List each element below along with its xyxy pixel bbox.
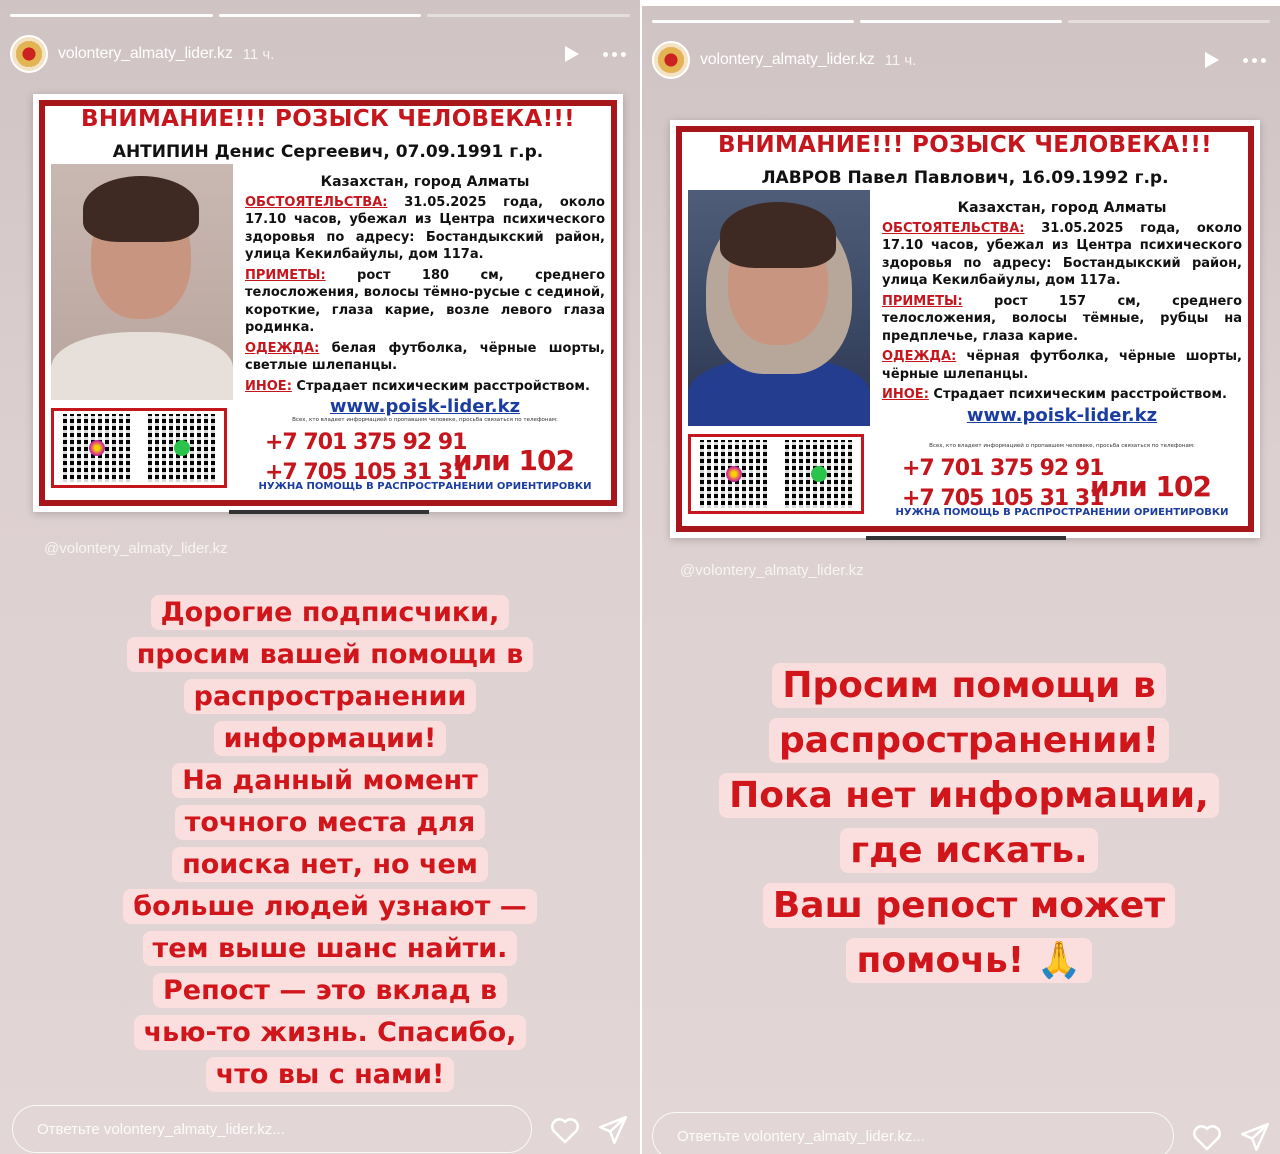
poster-need-help: НУЖНА ПОМОЩЬ В РАСПРОСТРАНЕНИИ ОРИЕНТИРОВКИ bbox=[258, 481, 592, 492]
play-icon[interactable] bbox=[565, 46, 579, 62]
phone-2: +7 705 105 31 31 bbox=[265, 460, 467, 485]
qr-codes bbox=[688, 434, 864, 514]
signs-label: ПРИМЕТЫ: bbox=[245, 267, 326, 283]
message-line: распространении! bbox=[769, 718, 1169, 763]
avatar[interactable] bbox=[652, 41, 690, 79]
message-line: информации! bbox=[214, 721, 447, 756]
progress-segment bbox=[427, 14, 630, 17]
other-label: ИНОЕ: bbox=[245, 378, 292, 394]
emergency-number: или 102 bbox=[1090, 470, 1211, 503]
poster-phones bbox=[265, 428, 466, 488]
story-progress bbox=[652, 20, 1270, 23]
story-right bbox=[642, 6, 1280, 1154]
phone-2: +7 705 105 31 31 bbox=[902, 486, 1104, 511]
other-text: Страдает психическим расстройством. bbox=[296, 378, 590, 394]
message-line: просим вашей помощи в bbox=[127, 637, 534, 672]
story-handle-watermark: @volontery_almaty_lider.kz bbox=[680, 562, 864, 579]
logo-icon bbox=[658, 47, 684, 73]
more-options-icon[interactable] bbox=[1243, 58, 1266, 63]
message-line: помочь! 🙏 bbox=[846, 938, 1091, 983]
clothes-text: белая футболка, чёрные шорты, светлые шлепанцы. bbox=[245, 340, 605, 373]
poster-scroll-indicator bbox=[229, 510, 429, 514]
more-options-icon[interactable] bbox=[603, 52, 626, 57]
post-time: 11 ч. bbox=[884, 51, 917, 69]
poster-details bbox=[882, 200, 1242, 424]
phone-1: +7 701 375 92 91 bbox=[265, 430, 467, 455]
message-line: Репост — это вклад в bbox=[153, 973, 507, 1008]
whatsapp-qr-icon bbox=[785, 440, 853, 508]
send-icon[interactable] bbox=[596, 1113, 630, 1147]
other-label: ИНОЕ: bbox=[882, 387, 929, 402]
progress-segment bbox=[652, 20, 854, 23]
signs-text: рост 180 см, среднего телосложения, волосы тёмно-русые с сединой, короткие, глаза карие, возле левого глаза родинка. bbox=[245, 267, 605, 335]
qr-codes bbox=[51, 408, 227, 488]
message-line: тем выше шанс найти. bbox=[143, 931, 518, 966]
poster-person-name: ЛАВРОВ Павел Павлович, 16.09.1992 г.р. bbox=[761, 168, 1169, 188]
poster-need-help: НУЖНА ПОМОЩЬ В РАСПРОСТРАНЕНИИ ОРИЕНТИРОВКИ bbox=[895, 507, 1229, 518]
username[interactable]: volontery_almaty_lider.kz bbox=[58, 45, 233, 62]
circumstances-text: 31.05.2025 года, около 17.10 часов, убежал из Центра психического здоровья по адресу: Бостандыкский район, улица Кекилбайулы, дом 117а. bbox=[882, 220, 1242, 288]
person-photo bbox=[51, 164, 233, 400]
whatsapp-qr-icon bbox=[148, 414, 216, 482]
phone-1: +7 701 375 92 91 bbox=[902, 456, 1104, 481]
message-line: что вы с нами! bbox=[206, 1057, 455, 1092]
missing-person-poster bbox=[670, 120, 1260, 538]
poster-website: www.poisk-lider.kz bbox=[966, 404, 1158, 426]
signs-label: ПРИМЕТЫ: bbox=[882, 293, 963, 309]
poster-fine-print: Всех, кто владеет информацией о пропавшем человеке, просьба связаться по телефонам: bbox=[292, 417, 558, 423]
instagram-qr-icon bbox=[700, 440, 768, 508]
poster-fine-print: Всех, кто владеет информацией о пропавшем человеке, просьба связаться по телефонам: bbox=[929, 443, 1195, 449]
username[interactable]: volontery_almaty_lider.kz bbox=[700, 51, 875, 68]
avatar[interactable] bbox=[10, 35, 48, 73]
message-line: чью-то жизнь. Спасибо, bbox=[134, 1015, 527, 1050]
emergency-number: или 102 bbox=[453, 444, 574, 477]
circumstances-label: ОБСТОЯТЕЛЬСТВА: bbox=[882, 220, 1025, 236]
message-line: На данный момент bbox=[172, 763, 488, 798]
story-header bbox=[652, 40, 1266, 80]
poster-person-name: АНТИПИН Денис Сергеевич, 07.09.1991 г.р. bbox=[112, 142, 544, 162]
other-text: Страдает психическим расстройством. bbox=[933, 387, 1227, 402]
poster-phones bbox=[902, 454, 1103, 514]
heart-icon[interactable] bbox=[548, 1113, 582, 1147]
missing-person-poster bbox=[33, 94, 623, 512]
post-time: 11 ч. bbox=[242, 45, 275, 63]
message-line: Просим помощи в bbox=[772, 663, 1165, 708]
heart-icon[interactable] bbox=[1190, 1120, 1224, 1154]
poster-city: Казахстан, город Алматы bbox=[320, 174, 530, 190]
progress-segment bbox=[1068, 20, 1270, 23]
progress-segment bbox=[860, 20, 1062, 23]
reply-input[interactable]: Ответьте volontery_almaty_lider.kz... bbox=[652, 1112, 1174, 1154]
story-message bbox=[100, 592, 560, 1096]
circumstances-text: 31.05.2025 года, около 17.10 часов, убежал из Центра психического здоровья по адресу: Бостандыкский район, улица Кекилбайулы, дом 117а. bbox=[245, 194, 605, 262]
poster-city: Казахстан, город Алматы bbox=[957, 200, 1167, 216]
message-line: Дорогие подписчики, bbox=[151, 595, 510, 630]
play-icon[interactable] bbox=[1205, 52, 1219, 68]
story-header bbox=[10, 34, 626, 74]
clothes-text: чёрная футболка, чёрные шорты, чёрные шлепанцы. bbox=[882, 349, 1242, 382]
clothes-label: ОДЕЖДА: bbox=[245, 340, 320, 356]
poster-details bbox=[245, 174, 605, 416]
message-line: Пока нет информации, bbox=[719, 773, 1219, 818]
progress-segment bbox=[219, 14, 422, 17]
person-photo bbox=[688, 190, 870, 426]
logo-icon bbox=[16, 41, 42, 67]
poster-website: www.poisk-lider.kz bbox=[329, 396, 521, 417]
poster-scroll-indicator bbox=[866, 536, 1066, 540]
clothes-label: ОДЕЖДА: bbox=[882, 349, 957, 364]
circumstances-label: ОБСТОЯТЕЛЬСТВА: bbox=[245, 194, 388, 210]
send-icon[interactable] bbox=[1238, 1120, 1272, 1154]
message-line: где искать. bbox=[840, 828, 1097, 873]
reply-input[interactable]: Ответьте volontery_almaty_lider.kz... bbox=[12, 1105, 532, 1153]
message-line: точного места для bbox=[175, 805, 486, 840]
progress-segment bbox=[10, 14, 213, 17]
poster-title: ВНИМАНИЕ!!! РОЗЫСК ЧЕЛОВЕКА!!! bbox=[81, 106, 575, 132]
story-message bbox=[684, 658, 1254, 988]
signs-text: рост 157 см, среднего телосложения, волосы тёмные, рубцы на предплечье, глаза карие. bbox=[882, 293, 1242, 344]
story-handle-watermark: @volontery_almaty_lider.kz bbox=[44, 540, 228, 557]
story-progress bbox=[10, 14, 630, 17]
message-line: Ваш репост может bbox=[763, 883, 1175, 928]
message-line: поиска нет, но чем bbox=[172, 847, 488, 882]
message-line: распространении bbox=[184, 679, 477, 714]
instagram-qr-icon bbox=[63, 414, 131, 482]
message-line: больше людей узнают — bbox=[123, 889, 537, 924]
poster-title: ВНИМАНИЕ!!! РОЗЫСК ЧЕЛОВЕКА!!! bbox=[718, 132, 1212, 158]
